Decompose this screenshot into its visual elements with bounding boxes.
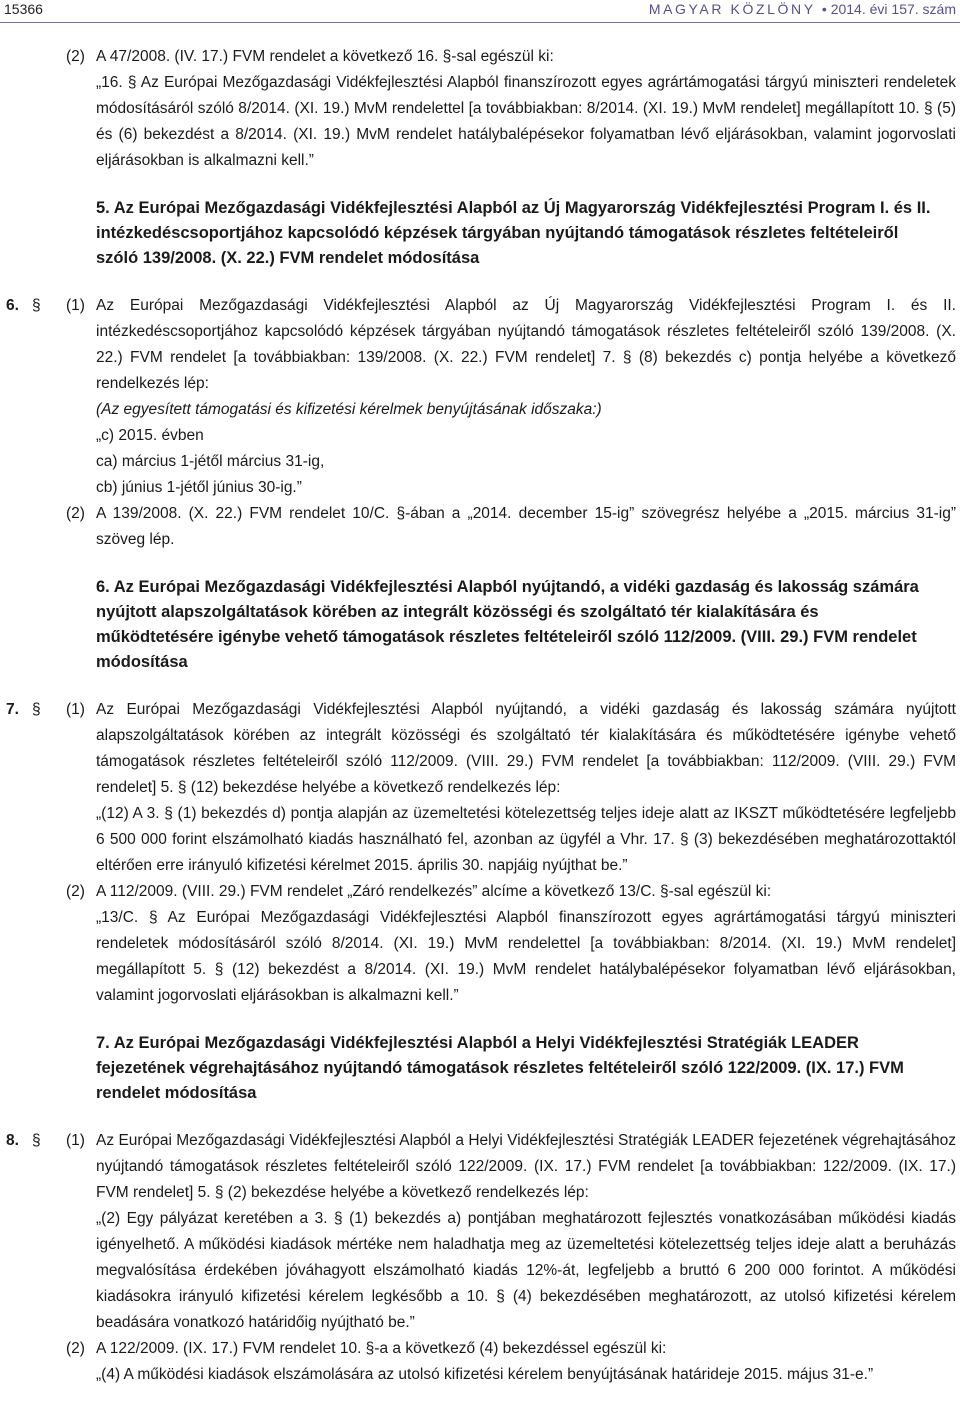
section-symbol: §: [32, 1132, 41, 1149]
section-heading-7: 7. Az Európai Mezőgazdasági Vidékfejlesztési Alapból a Helyi Vidékfejlesztési Stratégiák LEADER fejezetének végrehajtásához nyújtandó támogatások részletes feltételeiről szóló 122/2009. (IX. 17.) FVM rendelet módosítása: [96, 1034, 904, 1102]
section-heading-6: 6. Az Európai Mezőgazdasági Vidékfejlesztési Alapból nyújtandó, a vidéki gazdaság és lakosság számára nyújtott alapszolgáltatások körében az integrált közösségi és szolgáltató tér kialakítására és működtetésére igénybe vehető támogatások részletes feltételeiről szóló 112/2009. (VIII. 29.) FVM rendelet módosítása: [96, 578, 919, 671]
paragraph-text: A 47/2008. (IV. 17.) FVM rendelet a következő 16. §-sal egészül ki:: [96, 48, 554, 65]
paragraph-text: A 122/2009. (IX. 17.) FVM rendelet 10. §-a a következő (4) bekezdéssel egészül ki:: [96, 1340, 667, 1357]
list-line: ca) március 1-jétől március 31-ig,: [96, 453, 325, 470]
section-8-p2: [0, 1336, 960, 1388]
journal-name: MAGYAR KÖZLÖNY: [648, 1, 816, 17]
section-8-p1: [0, 1128, 960, 1336]
section-6-p2: [0, 501, 960, 553]
quoted-provision: „(4) A működési kiadások elszámolására az utolsó kifizetési kérelem benyújtásának határideje 2015. május 31-e.”: [96, 1366, 874, 1383]
running-header: [649, 1, 956, 17]
paragraph-text: Az Európai Mezőgazdasági Vidékfejlesztési Alapból a Helyi Vidékfejlesztési Stratégiák LEADER fejezetének végrehajtásához nyújtandó támogatások részletes feltételeiről szóló 122/2009. (IX. 17.) FVM rendelet [a továbbiakban: 122/2009. (IX. 17.) FVM rendelet] 5. § (2) bekezdése helyébe a következő rendelkezés lép:: [96, 1132, 956, 1201]
paragraph-label: (1): [66, 701, 85, 718]
paragraph-text: Az Európai Mezőgazdasági Vidékfejlesztési Alapból az Új Magyarország Vidékfejlesztési Program I. és II. intézkedéscsoportjához kapcsolódó képzések tárgyában nyújtandó támogatások részletes feltételeiről szóló 139/2008. (X. 22.) FVM rendelet [a továbbiakban: 139/2008. (X. 22.) FVM rendelet] 7. § (8) bekezdés c) pontja helyébe a következő rendelkezés lép:: [96, 297, 956, 392]
paragraph-block1: [0, 44, 960, 174]
paragraph-label: (1): [66, 1132, 85, 1149]
paragraph-label: (2): [66, 505, 85, 522]
section-7-p1: [0, 697, 960, 879]
document-body: [0, 44, 960, 1388]
section-number: 8.: [6, 1132, 19, 1149]
paragraph-label: (2): [66, 1340, 85, 1357]
page-number: 15366: [4, 1, 43, 17]
paragraph-text: Az Európai Mezőgazdasági Vidékfejlesztési Alapból nyújtandó, a vidéki gazdaság és lakosság számára nyújtott alapszolgáltatások körében az integrált közösségi és szolgáltató tér kialakítására és működtetésére igénybe vehető támogatások részletes feltételeiről szóló 112/2009. (VIII. 29.) FVM rendelet [a továbbiakban: 112/2009. (VIII. 29.) FVM rendelet] 5. § (12) bekezdése helyébe a következő rendelkezés lép:: [96, 701, 956, 796]
list-line: cb) június 1-jétől június 30-ig.”: [96, 479, 302, 496]
quoted-provision: „16. § Az Európai Mezőgazdasági Vidékfejlesztési Alapból finanszírozott egyes agrártámogatási tárgyú miniszteri rendeletek módosításáról szóló 8/2014. (XI. 19.) MvM rendelettel [a továbbiakban: 8/2014. (XI. 19.) MvM rendelet] megállapított 10. § (5) és (6) bekezdést a 8/2014. (XI. 19.) MvM rendelet hatálybalépésekor folyamatban lévő eljárásokban, valamint jogorvoslati eljárásokban is alkalmazni kell.”: [96, 74, 956, 169]
paragraph-text: A 112/2009. (VIII. 29.) FVM rendelet „Záró rendelkezés” alcíme a következő 13/C. §-sal egészül ki:: [96, 883, 772, 900]
paragraph-text: A 139/2008. (X. 22.) FVM rendelet 10/C. §-ában a „2014. december 15-ig” szövegrész helyébe a „2015. március 31-ig” szöveg lép.: [96, 505, 956, 548]
quoted-provision: „13/C. § Az Európai Mezőgazdasági Vidékfejlesztési Alapból finanszírozott egyes agrártámogatási tárgyú miniszteri rendeletek módosításáról szóló 8/2014. (XI. 19.) MvM rendelettel [a továbbiakban: 8/2014. (XI. 19.) MvM rendelet] megállapított 5. § (12) bekezdést a 8/2014. (XI. 19.) MvM rendelet hatálybalépésekor folyamatban lévő eljárásokban, valamint jogorvoslati eljárásokban is alkalmazni kell.”: [96, 909, 956, 1004]
paragraph-label: (1): [66, 297, 85, 314]
section-symbol: §: [32, 297, 41, 314]
section-7-p2: [0, 879, 960, 1009]
paragraph-label: (2): [66, 48, 85, 65]
section-number: 7.: [6, 701, 19, 718]
quoted-provision: „(2) Egy pályázat keretében a 3. § (1) bekezdés a) pontjában meghatározott fejlesztés vonatkozásában működési kiadás igényelhető. A működési kiadások mértéke nem haladhatja meg az üzemeltetési kötelezettség teljes ideje alatt a beruházás megvalósítása érdekében jóváhagyott elszámolható kiadás 12%-át, legfeljebb a bruttó 6 200 000 forintot. A működési kiadásokra irányuló kifizetési kérelem legkésőbb a 10. § (4) bekezdésében meghatározott, az utolsó kifizetési kérelem beadására vonatkozó határidőig nyújtható be.”: [96, 1210, 956, 1331]
section-heading-5: 5. Az Európai Mezőgazdasági Vidékfejlesztési Alapból az Új Magyarország Vidékfejlesztési Program I. és II. intézkedéscsoportjához kapcsolódó képzések tárgyában nyújtandó támogatások részletes feltételeiről szóló 139/2008. (X. 22.) FVM rendelet módosítása: [96, 199, 931, 267]
italic-context: (Az egyesített támogatási és kifizetési kérelmek benyújtásának időszaka:): [96, 401, 602, 418]
paragraph-label: (2): [66, 883, 85, 900]
section-symbol: §: [32, 701, 41, 718]
section-6-p1: [0, 293, 960, 501]
section-number: 6.: [6, 297, 19, 314]
header-divider: [0, 22, 960, 23]
quoted-provision: „(12) A 3. § (1) bekezdés d) pontja alapján az üzemeltetési kötelezettség teljes ideje alatt az IKSZT működtetésére legfeljebb 6 500 000 forint elszámolható kiadás használható fel, azonban az ügyfél a Vhr. 17. § (3) bekezdésében meghatározottaktól eltérően erre irányuló kifizetési kérelmet 2015. április 30. napjáig nyújthat be.”: [96, 805, 956, 874]
issue-label: • 2014. évi 157. szám: [821, 1, 956, 17]
list-line: „c) 2015. évben: [96, 427, 204, 444]
page-header: [0, 0, 960, 24]
